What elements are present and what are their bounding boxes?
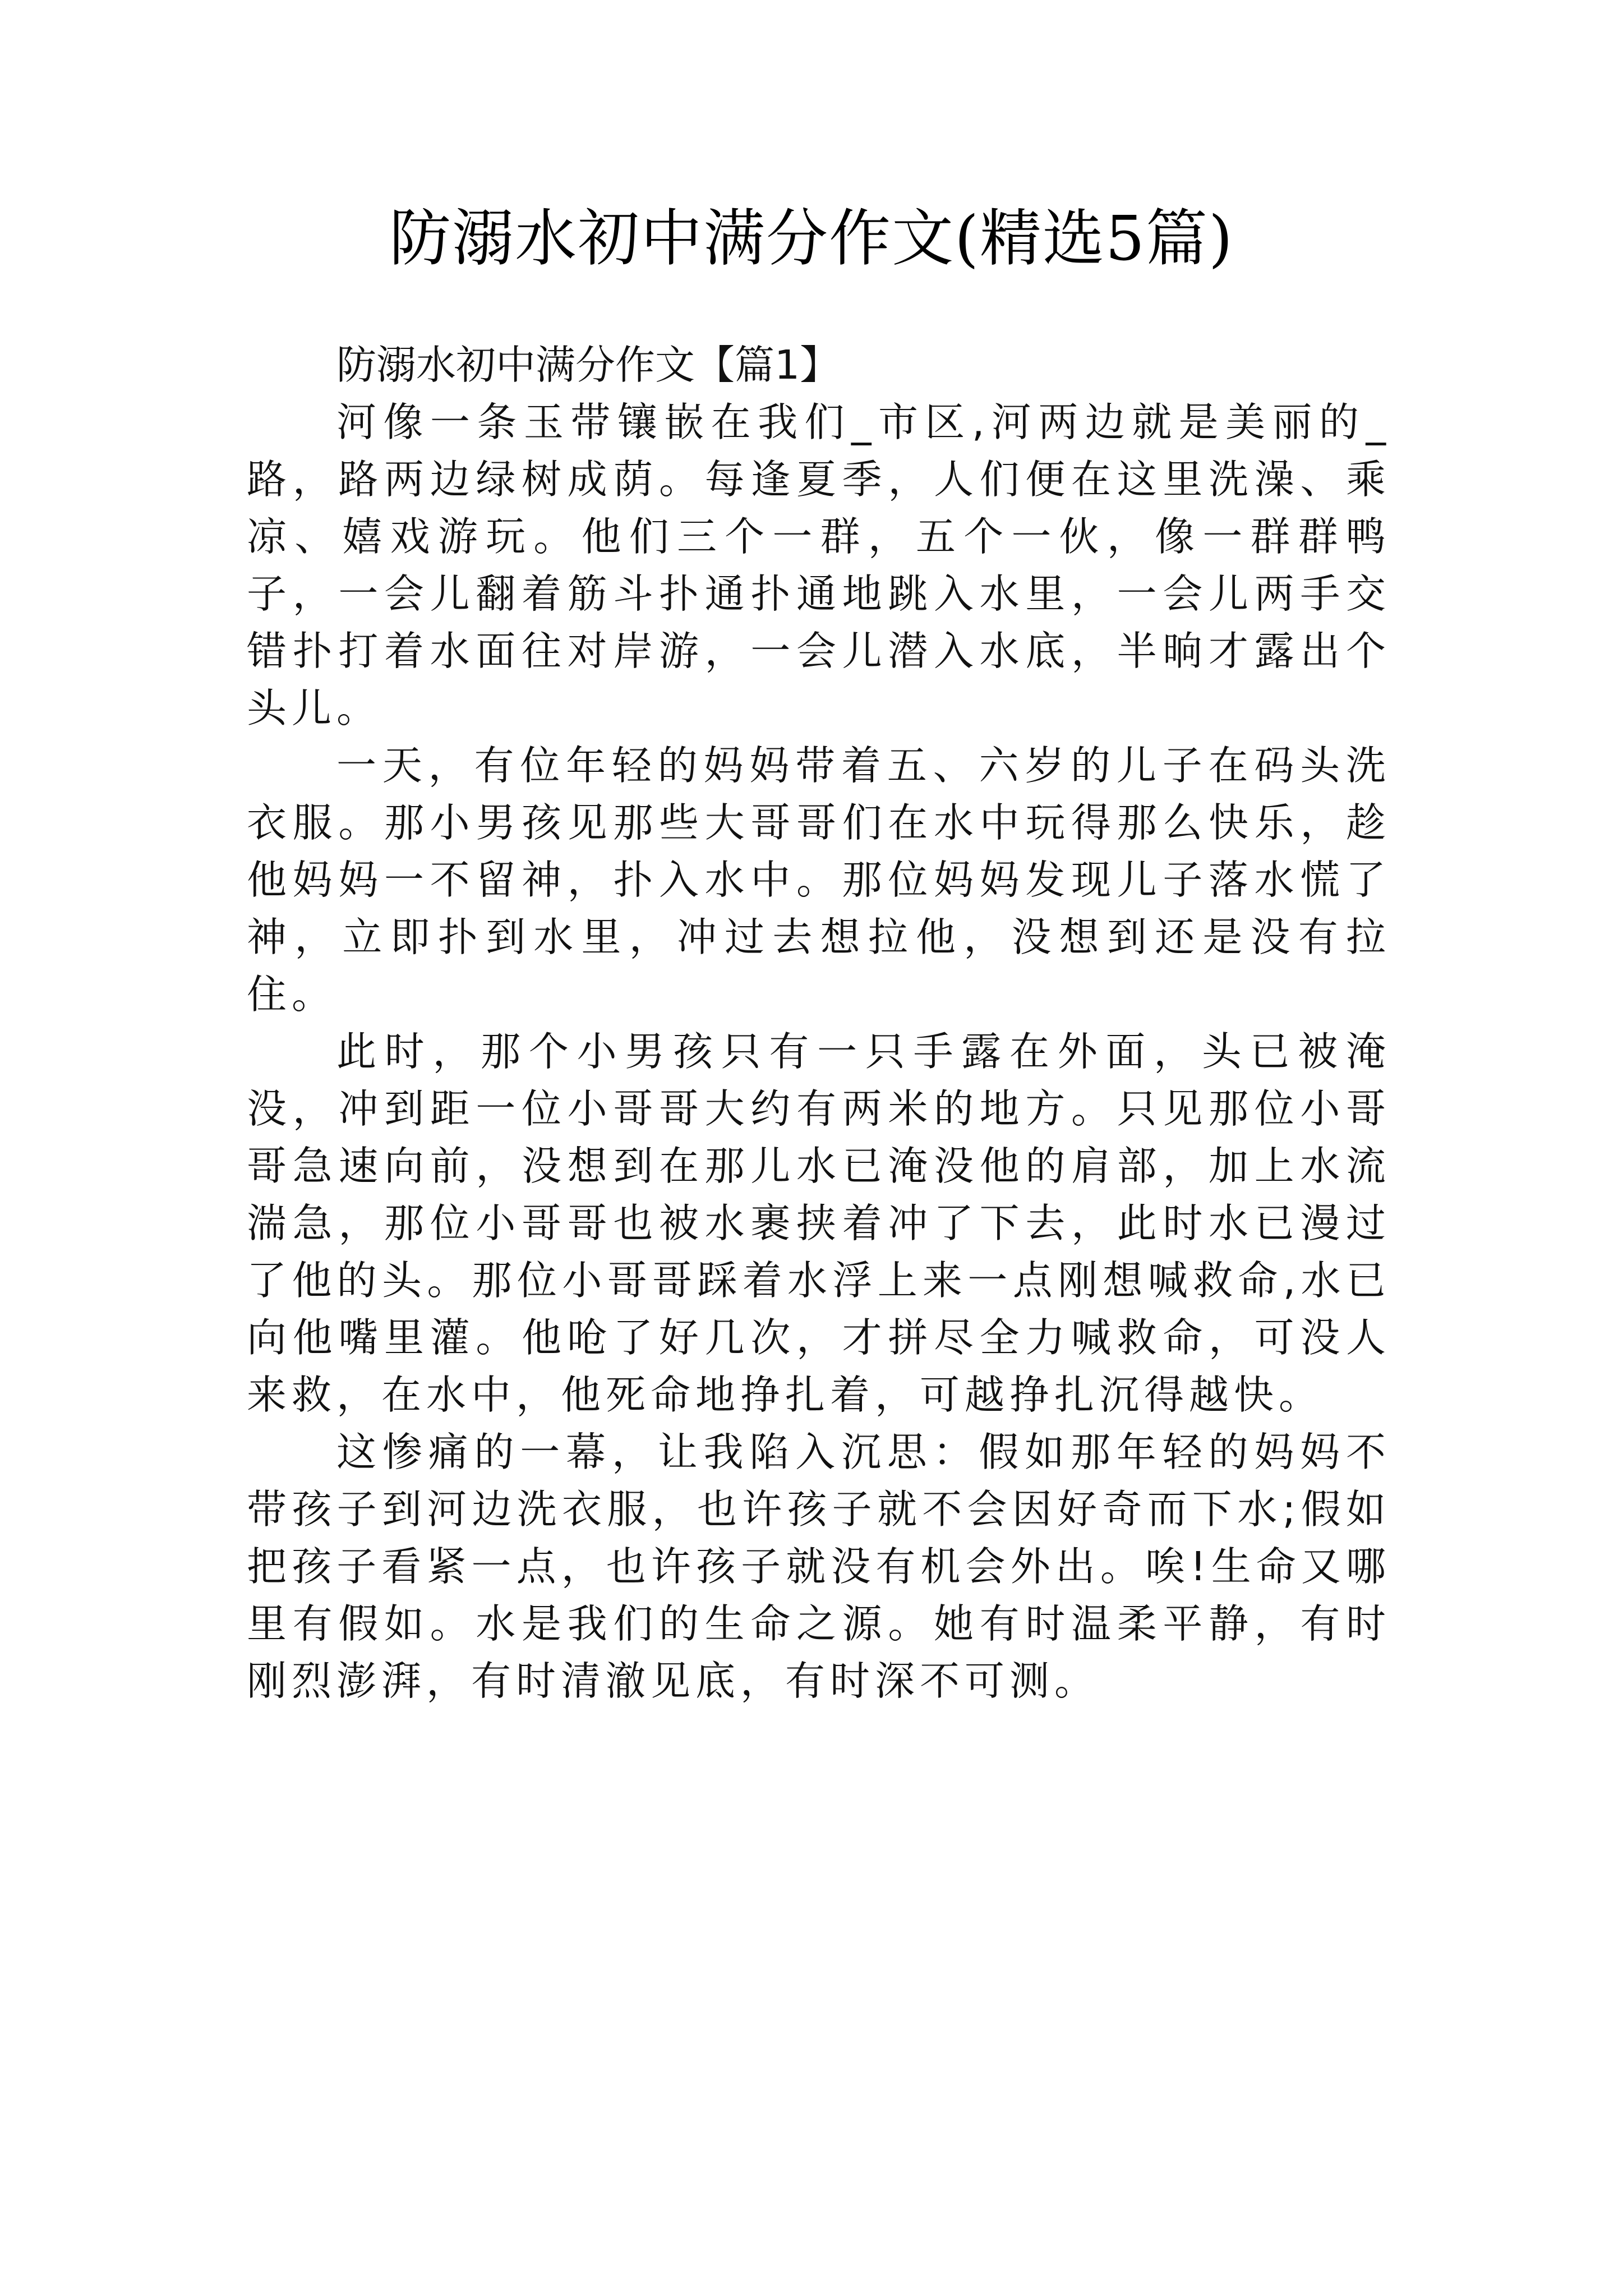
document-title: 防溺水初中满分作文(精选5篇) xyxy=(389,203,1234,274)
document-body xyxy=(247,337,1391,1710)
body-paragraph: 河像一条玉带镶嵌在我们_市区,河两边就是美丽的_路，路两边绿树成荫。每逢夏季，人们便在这里洗澡、乘凉、嬉戏游玩。他们三个一群，五个一伙，像一群群鸭子，一会儿翻着筋斗扑通扑通地跳入水里，一会儿两手交错扑打着水面往对岸游，一会儿潜入水底，半晌才露出个头儿。 xyxy=(247,399,1391,731)
body-paragraph: 一天，有位年轻的妈妈带着五、六岁的儿子在码头洗衣服。那小男孩见那些大哥哥们在水中玩得那么快乐，趁他妈妈一不留神，扑入水中。那位妈妈发现儿子落水慌了神，立即扑到水里，冲过去想拉他，没想到还是没有拉住。 xyxy=(247,742,1391,1018)
body-paragraph: 此时，那个小男孩只有一只手露在外面，头已被淹没，冲到距一位小哥哥大约有两米的地方。只见那位小哥哥急速向前，没想到在那儿水已淹没他的肩部，加上水流湍急，那位小哥哥也被水裹挟着冲了下去，此时水已漫过了他的头。那位小哥哥踩着水浮上来一点刚想喊救命,水已向他嘴里灌。他呛了好几次，才拼尽全力喊救命，可没人来救，在水中，他死命地挣扎着，可越挣扎沉得越快。 xyxy=(247,1028,1391,1418)
body-paragraph: 这惨痛的一幕，让我陷入沉思：假如那年轻的妈妈不带孩子到河边洗衣服，也许孩子就不会因好奇而下水;假如把孩子看紧一点，也许孩子就没有机会外出。唉!生命又哪里有假如。水是我们的生命之源。她有时温柔平静，有时刚烈澎湃，有时清澈见底，有时深不可测。 xyxy=(247,1429,1391,1704)
section-heading: 防溺水初中满分作文【篇1】 xyxy=(336,342,840,388)
